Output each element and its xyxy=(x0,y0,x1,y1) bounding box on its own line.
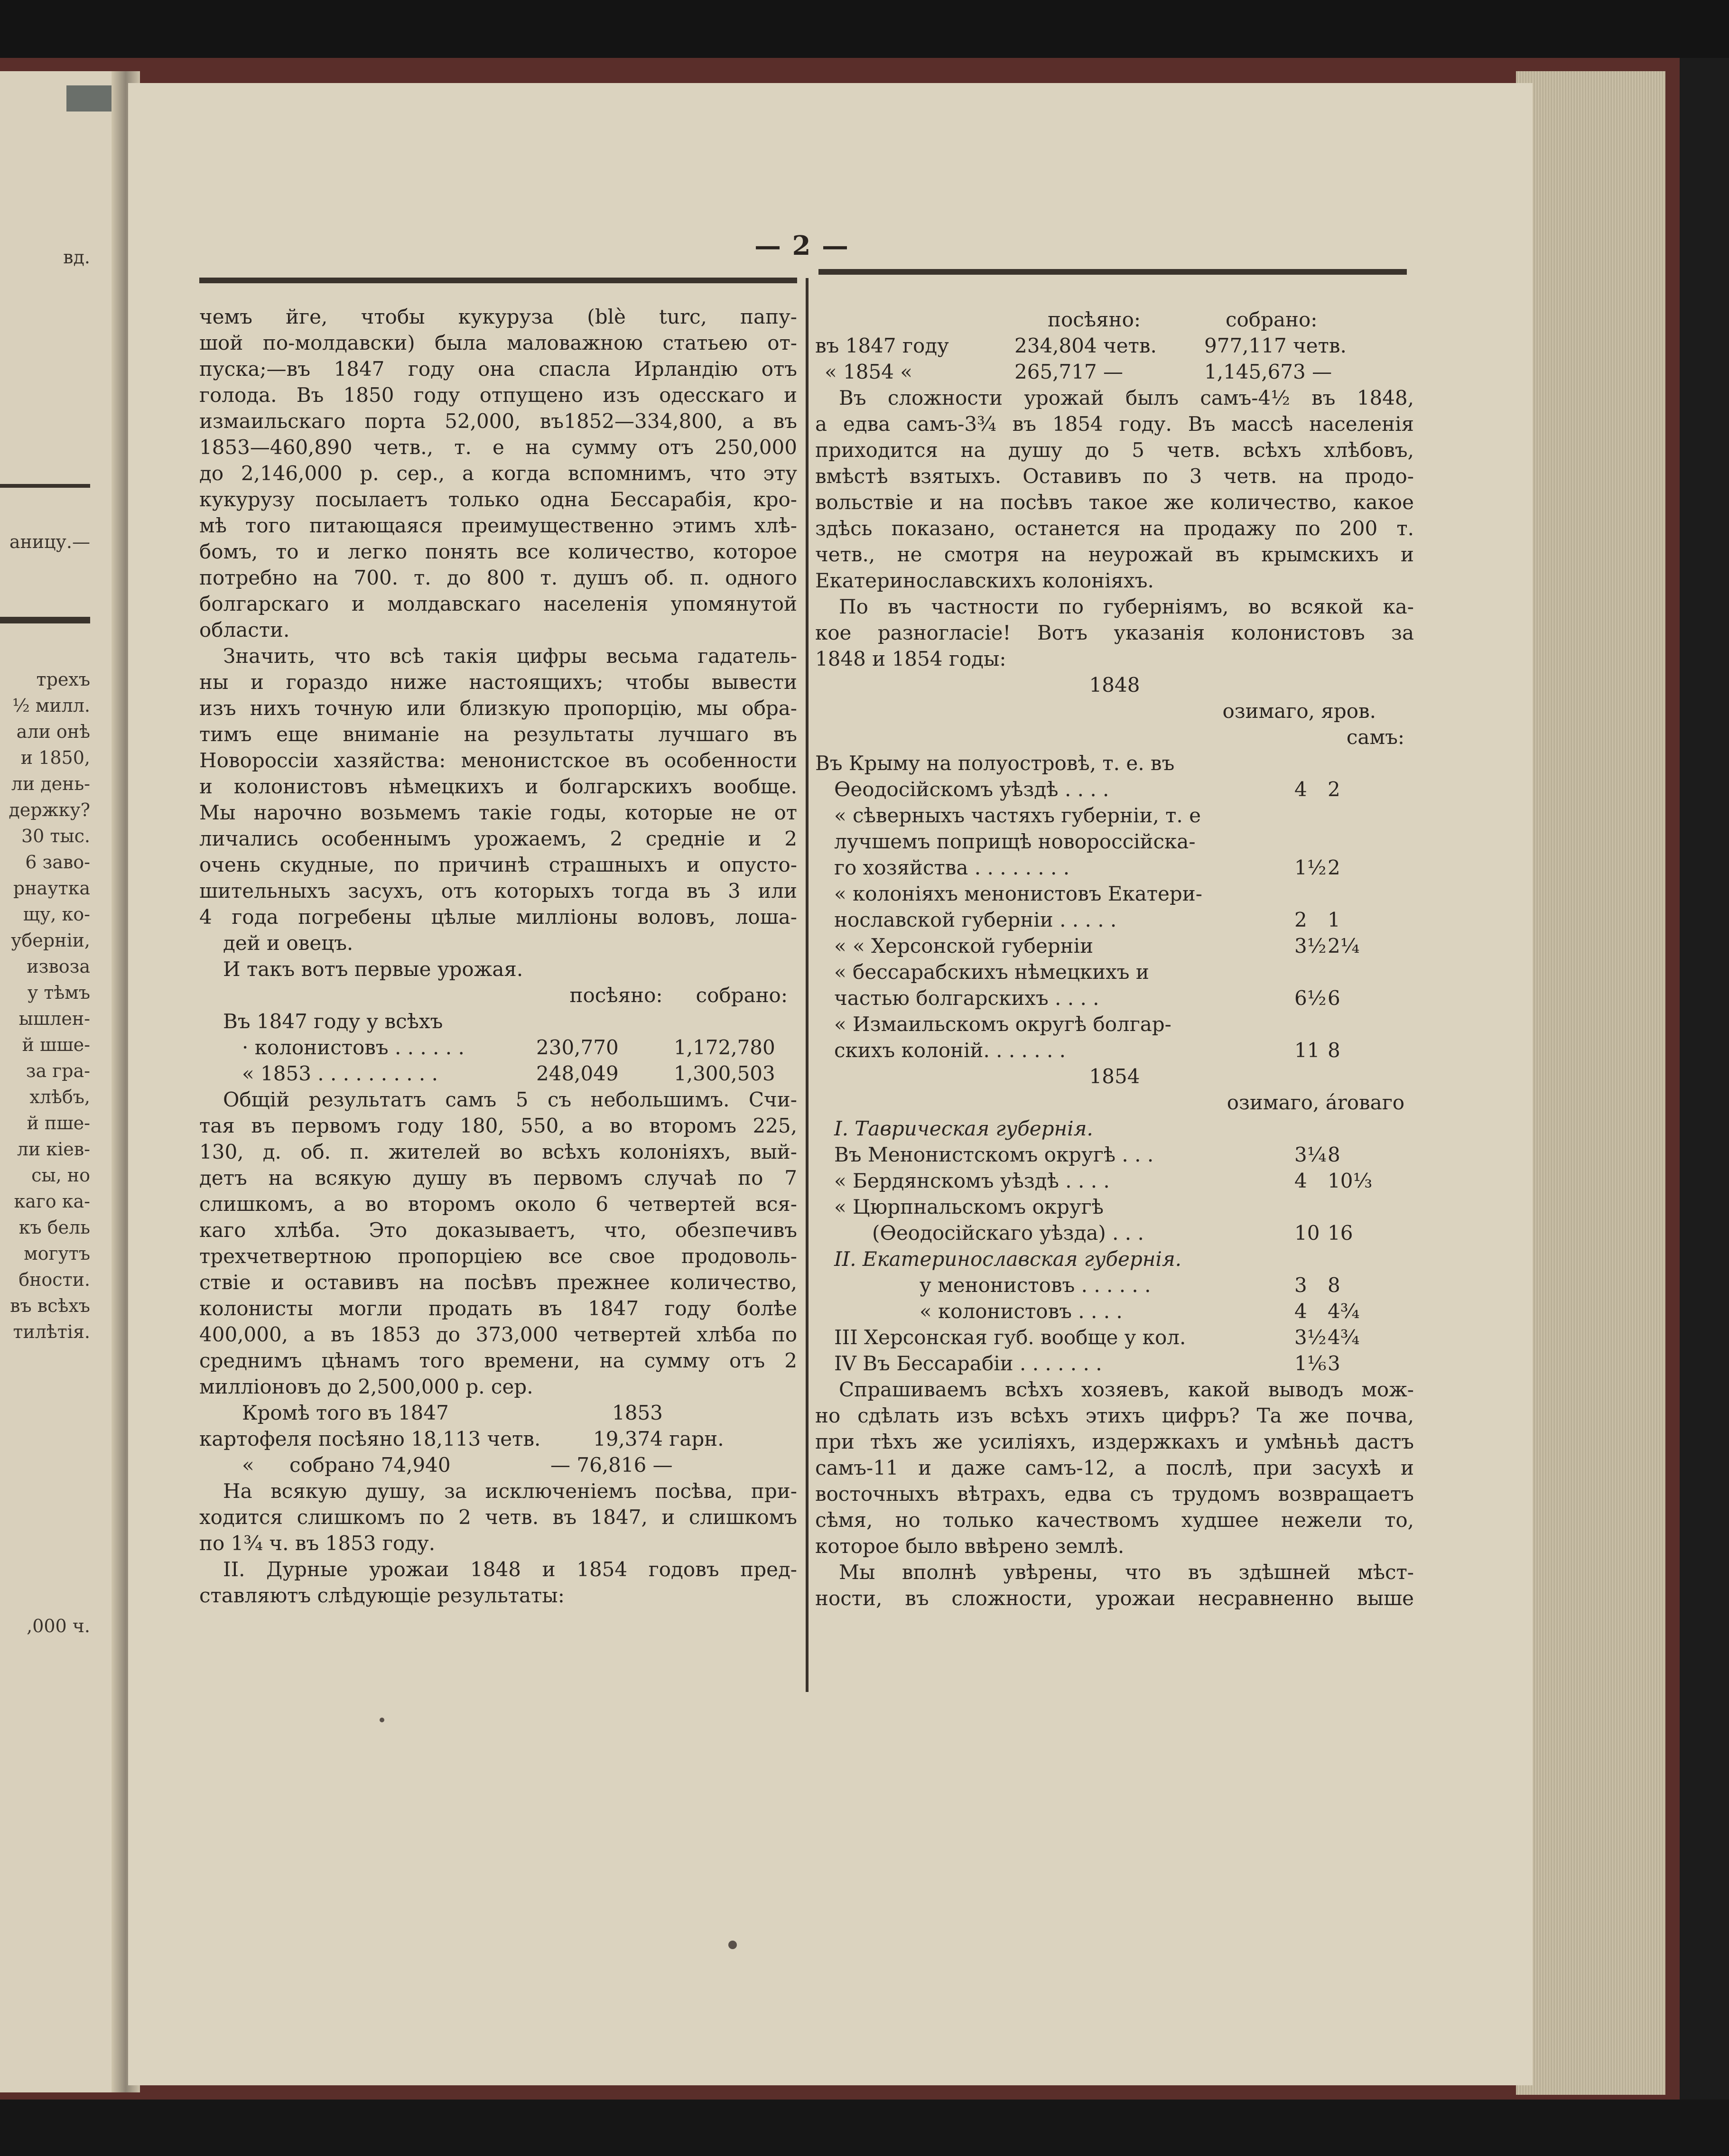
row-label: скихъ колоній. . . . . . . xyxy=(834,1039,1066,1062)
table-row xyxy=(199,1060,797,1087)
left-page-fragment: рнаутка xyxy=(13,878,90,899)
spring-yield: 10⅓ xyxy=(1328,1169,1373,1192)
winter-yield xyxy=(1294,1115,1328,1142)
table-row xyxy=(815,985,1414,1011)
row-label: Въ Крыму на полуостровѣ, т. е. въ xyxy=(815,752,1175,775)
winter-yield: 2 xyxy=(1294,908,1307,931)
paragraph-line: мѣ того питающаяся преимущественно этимъ хлѣ- xyxy=(199,514,797,537)
paragraph-line: сѣмя, но только качествомъ худшее нежели то, xyxy=(815,1508,1414,1532)
table-header: озимаго, ároваго xyxy=(1227,1091,1404,1114)
row-label: лучшемъ поприщѣ новороссійска- xyxy=(834,830,1196,853)
paragraph-line: На всякую душу, за исключеніемъ посѣва, при- xyxy=(223,1479,797,1503)
table-cell: 234,804 четв. xyxy=(1014,334,1157,357)
left-page-fragment: хлѣбъ, xyxy=(29,1087,90,1107)
winter-yield: 1⅙ xyxy=(1294,1352,1327,1375)
table-row xyxy=(815,1324,1414,1350)
left-page-fragment: ли день- xyxy=(11,773,90,794)
left-page-fragment: у тѣмъ xyxy=(27,982,90,1003)
table-row xyxy=(815,1011,1414,1037)
page-number: — 2 — xyxy=(754,230,849,261)
paragraph-line: по 1¾ ч. въ 1853 году. xyxy=(199,1532,436,1555)
row-label: I. Таврическая губернія. xyxy=(834,1117,1093,1140)
paragraph-line: приходится на душу до 5 четв. всѣхъ хлѣбовъ, xyxy=(815,438,1414,462)
row-label: « « Херсонской губерніи xyxy=(834,934,1094,957)
row-label: « Измаильскомъ округѣ болгар- xyxy=(834,1013,1171,1036)
table-row xyxy=(815,855,1414,881)
table-cell: 265,717 — xyxy=(1014,360,1124,383)
table-row xyxy=(815,1272,1414,1298)
winter-yield: 10 xyxy=(1294,1221,1320,1245)
page-edges xyxy=(1516,71,1665,2095)
table-header-cell: 1853 xyxy=(612,1401,663,1424)
paragraph-line: колонисты могли продать въ 1847 году болѣе xyxy=(199,1297,797,1320)
row-label: « сѣверныхъ частяхъ губерніи, т. е xyxy=(834,804,1201,827)
paragraph-line: II. Дурные урожаи 1848 и 1854 годовъ пред- xyxy=(223,1558,797,1581)
table-cell: въ 1847 году xyxy=(815,334,949,357)
winter-yield xyxy=(1294,1194,1328,1220)
left-page xyxy=(0,71,124,2092)
year-heading-1848: 1848 xyxy=(1089,673,1140,697)
paragraph-line: восточныхъ вѣтрахъ, едва съ трудомъ возвращаетъ xyxy=(815,1482,1414,1505)
paragraph-line: и колонистовъ нѣмецкихъ и болгарскихъ вообще. xyxy=(199,775,797,798)
row-label: III Херсонская губ. вообще у кол. xyxy=(834,1326,1186,1349)
table-header-cell: посѣяно: xyxy=(569,984,663,1007)
table-header xyxy=(199,1400,797,1426)
table-row xyxy=(815,1194,1414,1220)
row-label: « колоніяхъ менонистовъ Екатери- xyxy=(834,882,1202,905)
spring-yield: 2¼ xyxy=(1328,934,1360,957)
paragraph-line: очень скудные, по причинѣ страшныхъ и опусто- xyxy=(199,853,797,876)
paragraph-line: которое было ввѣрено землѣ. xyxy=(815,1534,1125,1558)
paragraph-line: среднимъ цѣнамъ того времени, на сумму отъ 2 xyxy=(199,1349,797,1372)
table-row xyxy=(815,1246,1414,1272)
left-page-fragment: 6 заво- xyxy=(25,852,90,873)
paragraph-line: пуска;—въ 1847 году она спасла Ирландію отъ xyxy=(199,357,797,381)
table-cell: « xyxy=(242,1453,254,1477)
table-cell: картофеля посѣяно 18,113 четв. xyxy=(199,1427,541,1450)
table-row xyxy=(815,802,1414,828)
paragraph-line: милліоновъ до 2,500,000 р. сер. xyxy=(199,1375,533,1398)
winter-yield xyxy=(1294,802,1328,828)
table-row xyxy=(199,1034,797,1060)
paragraph-line: Мы вполнѣ увѣрены, что въ здѣшней мѣст- xyxy=(839,1561,1414,1584)
table-cell: « 1854 « xyxy=(825,360,912,383)
row-label: IV Въ Бессарабіи . . . . . . . xyxy=(834,1352,1102,1375)
table-row xyxy=(815,1220,1414,1246)
left-page-rule xyxy=(0,617,90,623)
ink-speck xyxy=(728,1941,737,1949)
winter-yield: 4 xyxy=(1294,778,1307,801)
table-row xyxy=(815,959,1414,985)
row-label: « колонистовъ . . . . xyxy=(920,1300,1123,1323)
table-header-cell: Кромѣ того въ 1847 xyxy=(242,1401,449,1424)
table-1848 xyxy=(815,750,1414,1063)
right-text-column xyxy=(815,307,1414,1611)
left-page-fragment: 30 тыс. xyxy=(21,826,90,846)
paragraph-line: здѣсь показано, останется на продажу по 200 т. xyxy=(815,517,1414,540)
left-page-rule xyxy=(0,484,90,488)
paragraph-line: 130, д. об. п. жителей во всѣхъ колоніяхъ, вый- xyxy=(199,1140,797,1163)
table-row xyxy=(815,1037,1414,1063)
paragraph-line: шительныхъ засухъ, отъ которыхъ тогда въ 3 или xyxy=(199,879,797,902)
spring-yield: 4¾ xyxy=(1328,1326,1360,1349)
spring-yield: 8 xyxy=(1328,1143,1340,1166)
left-page-fragment: ½ милл. xyxy=(12,695,90,716)
paragraph-line: Екатеринославскихъ колоніяхъ. xyxy=(815,569,1154,592)
row-label: Өеодосійскомъ уѣздѣ . . . . xyxy=(834,778,1109,801)
row-label: (Өеодосійскаго уѣзда) . . . xyxy=(872,1221,1144,1245)
paragraph-line: 400,000, а въ 1853 до 373,000 четвертей хлѣба по xyxy=(199,1323,797,1346)
left-page-fragment: ли кiев- xyxy=(17,1139,90,1160)
left-page-fragment: ышлен- xyxy=(19,1008,90,1029)
winter-yield xyxy=(1294,959,1328,985)
table-header xyxy=(815,307,1414,333)
paragraph-line: трехчетвертною пропорціею все свое продоволь- xyxy=(199,1245,797,1268)
spring-yield: 8 xyxy=(1328,1273,1340,1297)
left-page-fragment: тилѣтія. xyxy=(13,1321,90,1342)
header-rule-left xyxy=(199,278,797,283)
scan-background-bottom xyxy=(0,2100,1729,2156)
table-cell: 230,770 xyxy=(536,1036,619,1059)
paragraph-by-province xyxy=(815,594,1414,646)
paragraph-line: Въ сложности урожай былъ самъ-4½ въ 1848, xyxy=(839,386,1414,409)
winter-yield: 11 xyxy=(1294,1039,1320,1062)
row-label: « Бердянскомъ уѣздѣ . . . . xyxy=(834,1169,1110,1192)
table-cell: 1,300,503 xyxy=(674,1062,775,1085)
paragraph-line: каго хлѣба. Это доказываетъ, что, обезпечивъ xyxy=(199,1218,797,1242)
left-text-column xyxy=(199,304,797,1608)
table-cell: « 1853 . . . . . . . . . . xyxy=(242,1062,438,1085)
left-page-fragment: сы, но xyxy=(31,1165,90,1186)
paragraph-numbers xyxy=(199,643,797,930)
paragraph-line: ности, въ сложности, урожаи несравненно выше xyxy=(815,1587,1414,1610)
table-row xyxy=(815,1115,1414,1142)
paragraph-line: области. xyxy=(199,618,290,641)
table-row xyxy=(199,1452,797,1478)
paragraph-complexity xyxy=(815,385,1414,567)
table-header-cell: посѣяно: xyxy=(1048,308,1141,331)
table-cell: 1,145,673 — xyxy=(1204,360,1332,383)
left-page-fragment: трехъ xyxy=(36,669,90,690)
paragraph-line: ствіе и оставивъ на посѣвъ прежнее количество, xyxy=(199,1271,797,1294)
left-page-fragment: вд. xyxy=(63,247,90,268)
winter-yield: 3½ xyxy=(1294,1326,1327,1349)
table-row xyxy=(815,933,1414,959)
table-cell: — 76,816 — xyxy=(550,1453,673,1477)
winter-yield: 3 xyxy=(1294,1273,1307,1297)
row-label: Въ Менонистскомъ округѣ . . . xyxy=(834,1143,1154,1166)
winter-yield: 1½ xyxy=(1294,856,1327,879)
left-page-fragment: каго ка- xyxy=(14,1191,90,1212)
table-row xyxy=(815,881,1414,907)
paragraph-line: изъ нихъ точную или близкую пропорцію, мы обра- xyxy=(199,697,797,720)
winter-yield: 4 xyxy=(1294,1169,1307,1192)
table-cell: · колонистовъ . . . . . . xyxy=(242,1036,465,1059)
table-header: самъ: xyxy=(1346,725,1404,749)
paragraph-line: чемъ йге, чтобы кукуруза (blè turc, папу- xyxy=(199,305,797,328)
table-cell: 1,172,780 xyxy=(674,1036,775,1059)
paragraph-kukuruza xyxy=(199,304,797,617)
winter-yield: 4 xyxy=(1294,1300,1307,1323)
table-row xyxy=(815,776,1414,802)
winter-yield xyxy=(1294,750,1328,776)
table-row xyxy=(815,907,1414,933)
row-label: частью болгарскихъ . . . . xyxy=(834,986,1099,1010)
paragraph-line: Мы нарочно возьмемъ такіе годы, которые не от xyxy=(199,801,797,824)
spring-yield: 8 xyxy=(1328,1039,1340,1062)
table-row xyxy=(815,1298,1414,1324)
spring-yield: 6 xyxy=(1328,986,1340,1010)
paragraph-line: потребно на 700. т. до 800 т. душъ об. п. одного xyxy=(199,566,797,589)
left-page-fragment: щу, ко- xyxy=(23,904,90,925)
paragraph-line: до 2,146,000 р. сер., а когда вспомнимъ, что эту xyxy=(199,462,797,485)
paragraph-line: детъ на всякую душу въ первомъ случаѣ по 7 xyxy=(199,1166,797,1190)
left-page-fragment: извоза xyxy=(27,956,90,977)
paragraph-line: шой по-молдавски) была маловажною статьею от- xyxy=(199,331,797,354)
paragraph-line: дей и овецъ. xyxy=(223,931,353,955)
winter-yield xyxy=(1294,1246,1328,1272)
paragraph-line: Спрашиваемъ всѣхъ хозяевъ, какой выводъ мож- xyxy=(839,1378,1414,1401)
paragraph-line: кое разногласіе! Вотъ указанія колонистовъ за xyxy=(815,621,1414,644)
left-page-fragment: въ всѣхъ xyxy=(10,1295,90,1316)
winter-yield: 3¼ xyxy=(1294,1143,1327,1166)
paragraph-line: Значить, что всѣ такія цифры весьма гадатель- xyxy=(223,644,797,668)
table-cell: 248,049 xyxy=(536,1062,619,1085)
paragraph-line: тая въ первомъ году 180, 550, а во второмъ 225, xyxy=(199,1114,797,1137)
paragraph-line: самъ-11 и даже самъ-12, а послѣ, при засухѣ и xyxy=(815,1456,1414,1479)
paragraph-line: 1848 и 1854 годы: xyxy=(815,647,1006,670)
paragraph-line: бомъ, то и легко понять все количество, которое xyxy=(199,540,797,563)
header-rule-right xyxy=(818,269,1407,275)
spring-yield: 2 xyxy=(1328,778,1340,801)
spring-yield: 16 xyxy=(1328,1221,1353,1245)
table-row xyxy=(815,1168,1414,1194)
row-label: нославской губерніи . . . . . xyxy=(834,908,1117,931)
paragraph-line: при тѣхъ же усиліяхъ, издержкахъ и умѣньѣ дастъ xyxy=(815,1430,1414,1453)
left-page-fragment: къ бель xyxy=(19,1217,90,1238)
table-header: озимаго, яров. xyxy=(1222,699,1376,723)
row-label: го хозяйства . . . . . . . . xyxy=(834,856,1070,879)
paragraph-line: 1853—460,890 четв., т. е на сумму отъ 250,000 xyxy=(199,436,797,459)
spring-yield: 3 xyxy=(1328,1352,1340,1375)
row-label: « Цюрпнальскомъ округѣ xyxy=(834,1195,1104,1218)
left-page-fragment: али онѣ xyxy=(16,721,90,742)
paragraph-first-harvests: И такъ вотъ первые урожая. xyxy=(223,957,523,981)
paragraph-line: ставляютъ слѣдующіе результаты: xyxy=(199,1584,565,1607)
row-label: II. Екатеринославская губернія. xyxy=(834,1247,1182,1271)
paragraph-question xyxy=(815,1376,1414,1533)
paragraph-line: Общій результатъ самъ 5 съ небольшимъ. Счи- xyxy=(223,1088,797,1111)
paragraph-line: болгарскаго и молдавскаго населенія упомянутой xyxy=(199,592,797,615)
paragraph-line: вмѣстѣ взятыхъ. Оставивъ по 3 четв. на продо- xyxy=(815,465,1414,488)
paragraph-line: По въ частности по губерніямъ, во всякой ка- xyxy=(839,595,1414,618)
year-heading-1854: 1854 xyxy=(1089,1065,1140,1088)
left-page-fragment: й пше- xyxy=(27,1113,90,1134)
paragraph-line: но сдѣлать изъ всѣхъ этихъ цифръ? Та же почва, xyxy=(815,1404,1414,1427)
table-cell: собрано 74,940 xyxy=(289,1453,451,1477)
table-row xyxy=(815,333,1414,359)
paragraph-line: ходится слишкомъ по 2 четв. въ 1847, и слишкомъ xyxy=(199,1505,797,1529)
paragraph-line: четв., не смотря на неурожай въ крымскихъ и xyxy=(815,543,1414,566)
paragraph-line: ны и гораздо ниже настоящихъ; чтобы вывести xyxy=(199,670,797,694)
winter-yield xyxy=(1294,881,1328,907)
left-page-fragment: держку? xyxy=(9,799,90,820)
spring-yield: 1 xyxy=(1328,908,1340,931)
winter-yield: 6½ xyxy=(1294,986,1327,1010)
table-header xyxy=(199,982,797,1008)
paragraph-result xyxy=(199,1087,797,1374)
table-cell: 19,374 гарн. xyxy=(593,1427,724,1450)
column-divider xyxy=(806,278,809,1692)
paragraph-conclusion xyxy=(815,1559,1414,1611)
row-label: у менонистовъ . . . . . . xyxy=(920,1273,1151,1297)
left-page-fragment: аницу.— xyxy=(9,531,90,552)
left-page-fragment: могутъ xyxy=(24,1243,90,1264)
spring-yield: 2 xyxy=(1328,856,1340,879)
paragraph-line: измаильскаго порта 52,000, въ1852—334,800, а въ xyxy=(199,409,797,433)
paragraph-line: а едва самъ-3¾ въ 1854 году. Въ массѣ населенія xyxy=(815,412,1414,436)
table-1854 xyxy=(815,1115,1414,1376)
row-label: « бессарабскихъ нѣмецкихъ и xyxy=(834,960,1149,984)
paragraph-line: слишкомъ, а во второмъ около 6 четвертей вся- xyxy=(199,1192,797,1216)
ink-speck xyxy=(380,1718,384,1722)
left-page-fragment: бности. xyxy=(19,1269,90,1290)
paragraph-line: кукурузу посылаетъ только одна Бессарабія, кро- xyxy=(199,488,797,511)
left-page-fragment: ,000 ч. xyxy=(27,1616,90,1636)
left-page-fragment: и 1850, xyxy=(20,747,90,768)
scan-background-top xyxy=(0,0,1729,58)
paragraph-line: Новороссіи хазяйства: менонистское въ особенности xyxy=(199,749,797,772)
paragraph-line: тимъ еще вниманіе на результаты лучшаго въ xyxy=(199,723,797,746)
table-row xyxy=(199,1426,797,1452)
winter-yield: 3½ xyxy=(1294,934,1327,957)
table-row xyxy=(815,750,1414,776)
paragraph-per-soul xyxy=(199,1478,797,1530)
left-page-fragment: й шше- xyxy=(22,1034,90,1055)
left-page-fragment: уберніи, xyxy=(11,930,90,951)
paragraph-line: 4 года погребены цѣлые милліоны воловъ, лошa- xyxy=(199,905,797,929)
table-cell: 977,117 четв. xyxy=(1204,334,1347,357)
winter-yield xyxy=(1294,828,1328,855)
table-header-cell: собрано: xyxy=(1226,308,1318,331)
table-header-cell: собрано: xyxy=(696,984,788,1007)
winter-yield xyxy=(1294,1011,1328,1037)
table-row xyxy=(815,828,1414,855)
paragraph-line: вольствіе и на посѣвъ такое же количество, какое xyxy=(815,491,1414,514)
left-page-fragment: за гра- xyxy=(26,1060,90,1081)
table-row xyxy=(815,1350,1414,1376)
table-row xyxy=(815,1142,1414,1168)
paragraph-line: голода. Въ 1850 году отпущено изъ одесскаго и xyxy=(199,383,797,407)
table-row: Въ 1847 году у всѣхъ xyxy=(223,1010,443,1033)
paragraph-line: личались особеннымъ урожаемъ, 2 средніе и 2 xyxy=(199,827,797,850)
spring-yield: 4¾ xyxy=(1328,1300,1360,1323)
table-row xyxy=(815,359,1414,385)
